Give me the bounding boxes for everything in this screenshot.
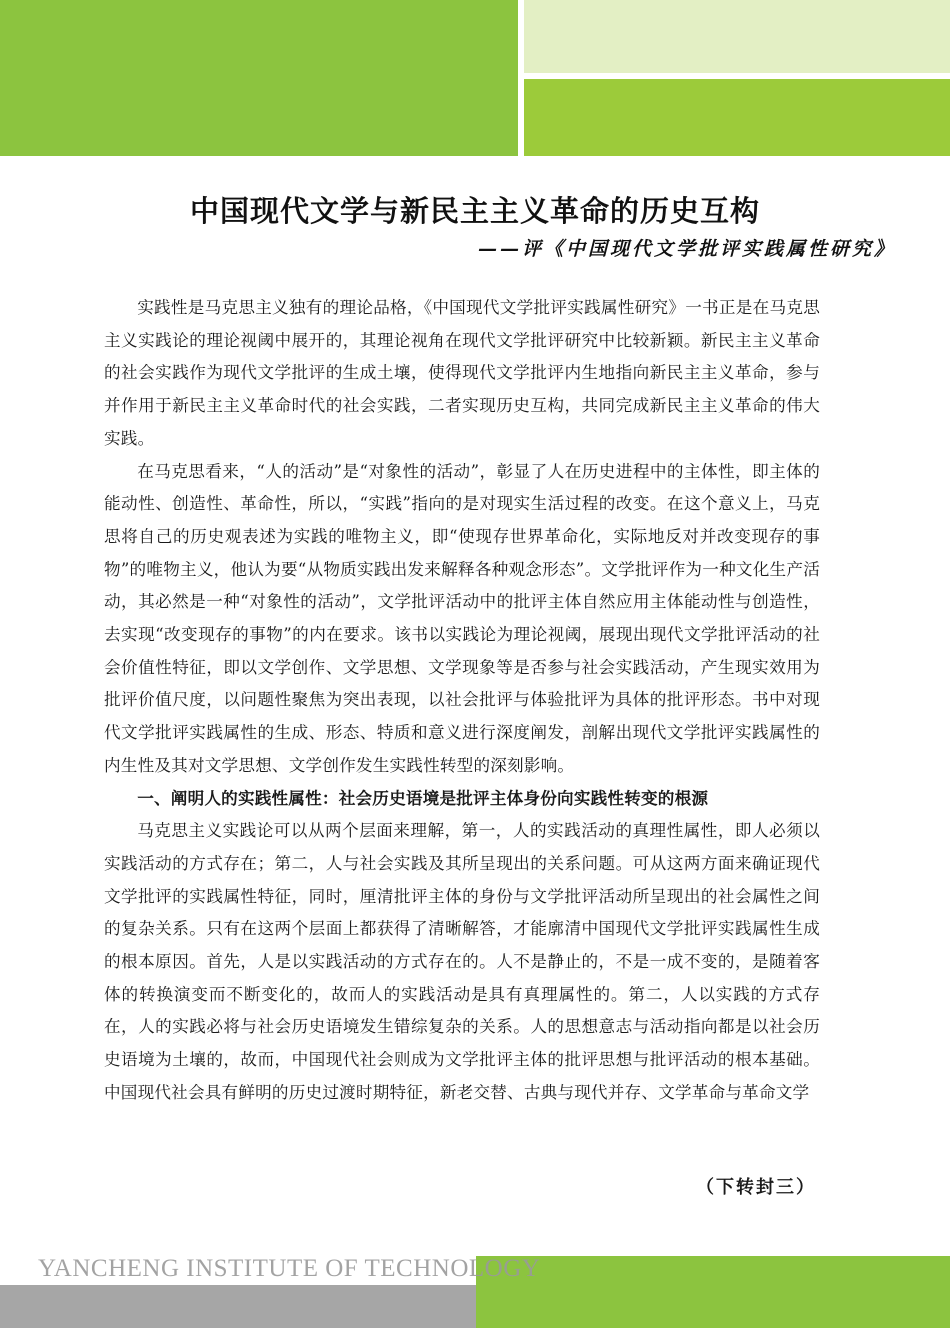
section-heading: 一、阐明人的实践性属性：社会历史语境是批评主体身份向实践性转变的根源 <box>137 788 709 808</box>
article-title: 中国现代文学与新民主主义革命的历史互构 <box>189 194 760 228</box>
header-lime-block <box>524 79 950 156</box>
institute-name: YANCHENG INSTITUTE OF TECHNOLOGY <box>38 1255 541 1282</box>
article-subtitle: ——评《中国现代文学批评实践属性研究》 <box>478 238 897 260</box>
header-green-block <box>0 0 518 156</box>
paragraph: 马克思主义实践论可以从两个层面来理解，第一，人的实践活动的真理性属性，即人必须以实践活动的方式存在；第二，人与社会实践及其所呈现出的关系问题。可从这两方面来确证现代文学批评的实践属性特征，同时，厘清批评主体的身份与文学批评活动所呈现出的社会属性之间的复杂关系。只有在这两个层面上都获得了清晰解答，才能廓清中国现代文学批评实践属性生成的根本原因。首先，人是以实践活动的方式存在的。人不是静止的，不是一成不变的，是随着客体的转换演变而不断变化的，故而人的实践活动是具有真理属性的。第二，人以实践的方式存在，人的实践必将与社会历史语境发生错综复杂的关系。人的思想意志与活动指向都是以社会历史语境为土壤的，故而，中国现代社会则成为文学批评主体的批评思想与批评活动的根本基础。中国现代社会具有鲜明的历史过渡时期特征，新老交替、古典与现代并存、文学革命与革命文学 <box>104 821 820 1102</box>
footer-gray-block <box>0 1285 476 1328</box>
paragraph: 在马克思看来，“人的活动”是“对象性的活动”，彰显了人在历史进程中的主体性，即主体的能动性、创造性、革命性，所以，“实践”指向的是对现实生活过程的改变。在这个意义上，马克思将自己的历史观表述为实践的唯物主义，即“使现存世界革命化，实际地反对并改变现存的事物”的唯物主义，他认为要“从物质实践出发来解释各种观念形态”。文学批评作为一种文化生产活动，其必然是一种“对象性的活动”，文学批评活动中的批评主体自然应用主体能动性与创造性，去实现“改变现存的事物”的内在要求。该书以实践论为理论视阈，展现出现代文学批评活动的社会价值性特征，即以文学创作、文学思想、文学现象等是否参与社会实践活动，产生现实效用为批评价值尺度，以问题性聚焦为突出表现，以社会批评与体验批评为具体的批评形态。书中对现代文学批评实践属性的生成、形态、特质和意义进行深度阐发，剖解出现代文学批评实践属性的内生性及其对文学思想、文学创作发生实践性转型的深刻影响。 <box>104 461 820 775</box>
article-body <box>104 292 820 1110</box>
footer-green-block <box>476 1256 950 1328</box>
header-pale-green-block <box>524 0 950 73</box>
continued-note: （下转封三） <box>696 1177 816 1198</box>
paragraph: 实践性是马克思主义独有的理论品格，《中国现代文学批评实践属性研究》一书正是在马克思主义实践论的理论视阈中展开的，其理论视角在现代文学批评研究中比较新颖。新民主主义革命的社会实践作为现代文学批评的生成土壤，使得现代文学批评内生地指向新民主主义革命，参与并作用于新民主主义革命时代的社会实践，二者实现历史互构，共同完成新民主主义革命的伟大实践。 <box>104 298 820 448</box>
